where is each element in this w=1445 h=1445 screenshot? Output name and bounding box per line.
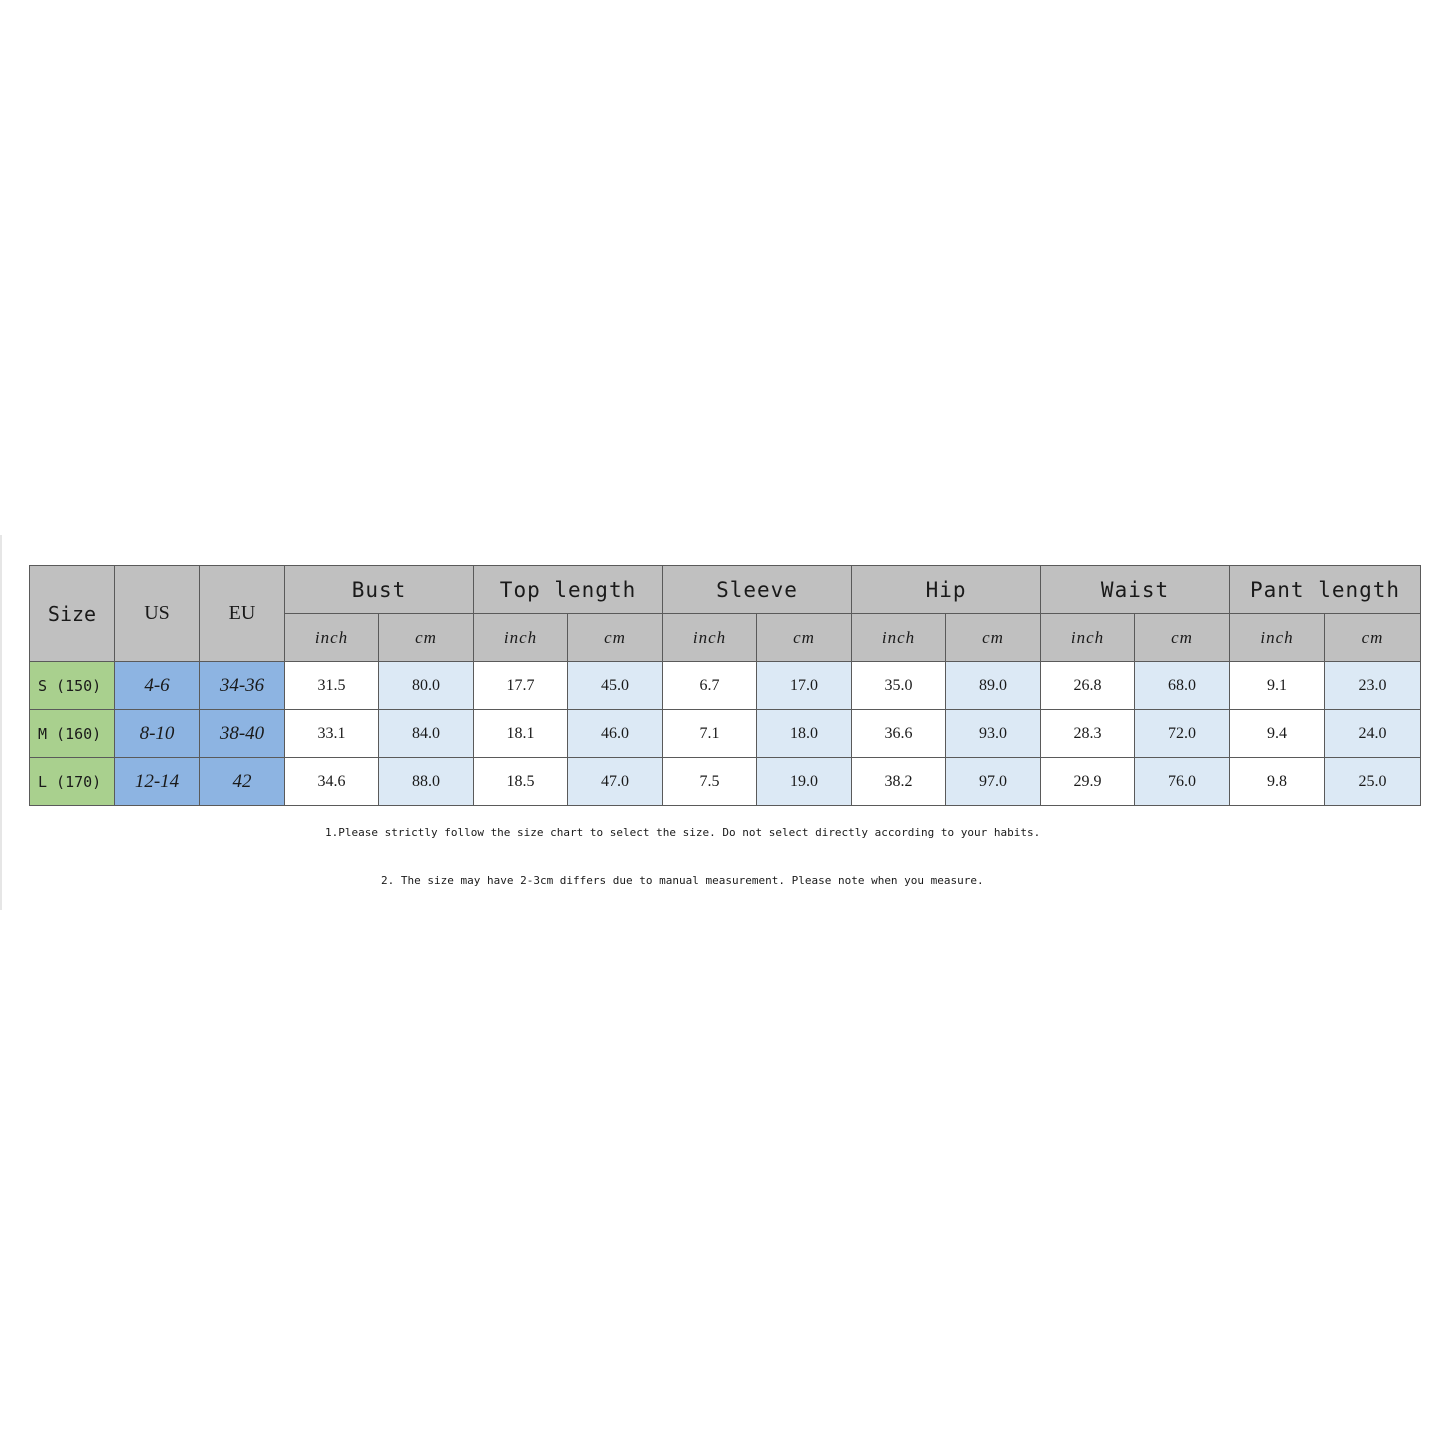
header-size: Size: [30, 566, 115, 662]
bust-inch: 33.1: [285, 710, 379, 758]
pant-length-cm: 23.0: [1325, 662, 1421, 710]
unit-cm: cm: [379, 614, 474, 662]
top-length-cm: 46.0: [568, 710, 663, 758]
bust-cm: 80.0: [379, 662, 474, 710]
unit-inch: inch: [1041, 614, 1135, 662]
unit-cm: cm: [1135, 614, 1230, 662]
waist-inch: 28.3: [1041, 710, 1135, 758]
top-length-cm: 47.0: [568, 758, 663, 806]
header-us: US: [115, 566, 200, 662]
size-note-2: 2. The size may have 2-3cm differs due to manual measurement. Please note when you measure.: [381, 874, 984, 887]
hip-cm: 89.0: [946, 662, 1041, 710]
unit-cm: cm: [757, 614, 852, 662]
pant-length-cm: 24.0: [1325, 710, 1421, 758]
bust-inch: 34.6: [285, 758, 379, 806]
waist-cm: 72.0: [1135, 710, 1230, 758]
hip-cm: 93.0: [946, 710, 1041, 758]
waist-cm: 76.0: [1135, 758, 1230, 806]
sleeve-inch: 7.5: [663, 758, 757, 806]
size-chart-table: [29, 565, 1421, 806]
unit-inch: inch: [852, 614, 946, 662]
unit-cm: cm: [946, 614, 1041, 662]
us-size: 12-14: [115, 758, 200, 806]
pant-length-inch: 9.1: [1230, 662, 1325, 710]
sleeve-inch: 6.7: [663, 662, 757, 710]
bust-cm: 88.0: [379, 758, 474, 806]
table-row: [30, 758, 1421, 806]
header-waist: Waist: [1041, 566, 1230, 614]
waist-inch: 29.9: [1041, 758, 1135, 806]
hip-inch: 35.0: [852, 662, 946, 710]
header-pant-length: Pant length: [1230, 566, 1421, 614]
top-length-cm: 45.0: [568, 662, 663, 710]
bust-inch: 31.5: [285, 662, 379, 710]
hip-inch: 38.2: [852, 758, 946, 806]
unit-inch: inch: [1230, 614, 1325, 662]
us-size: 8-10: [115, 710, 200, 758]
top-length-inch: 18.5: [474, 758, 568, 806]
sleeve-cm: 17.0: [757, 662, 852, 710]
size-note-1: 1.Please strictly follow the size chart to select the size. Do not select directly according to your habits.: [325, 826, 1041, 839]
waist-inch: 26.8: [1041, 662, 1135, 710]
unit-cm: cm: [1325, 614, 1421, 662]
header-row-groups: [30, 566, 1421, 614]
left-edge-line: [0, 535, 2, 910]
unit-inch: inch: [474, 614, 568, 662]
size-label: L (170): [30, 758, 115, 806]
header-top-length: Top length: [474, 566, 663, 614]
unit-inch: inch: [285, 614, 379, 662]
size-label: M (160): [30, 710, 115, 758]
unit-cm: cm: [568, 614, 663, 662]
size-label: S (150): [30, 662, 115, 710]
sleeve-cm: 18.0: [757, 710, 852, 758]
pant-length-cm: 25.0: [1325, 758, 1421, 806]
table-row: [30, 662, 1421, 710]
bust-cm: 84.0: [379, 710, 474, 758]
pant-length-inch: 9.8: [1230, 758, 1325, 806]
pant-length-inch: 9.4: [1230, 710, 1325, 758]
unit-inch: inch: [663, 614, 757, 662]
us-size: 4-6: [115, 662, 200, 710]
sleeve-inch: 7.1: [663, 710, 757, 758]
top-length-inch: 18.1: [474, 710, 568, 758]
header-eu: EU: [200, 566, 285, 662]
header-sleeve: Sleeve: [663, 566, 852, 614]
sleeve-cm: 19.0: [757, 758, 852, 806]
waist-cm: 68.0: [1135, 662, 1230, 710]
eu-size: 42: [200, 758, 285, 806]
table-row: [30, 710, 1421, 758]
top-length-inch: 17.7: [474, 662, 568, 710]
header-bust: Bust: [285, 566, 474, 614]
eu-size: 38-40: [200, 710, 285, 758]
header-hip: Hip: [852, 566, 1041, 614]
eu-size: 34-36: [200, 662, 285, 710]
hip-inch: 36.6: [852, 710, 946, 758]
hip-cm: 97.0: [946, 758, 1041, 806]
